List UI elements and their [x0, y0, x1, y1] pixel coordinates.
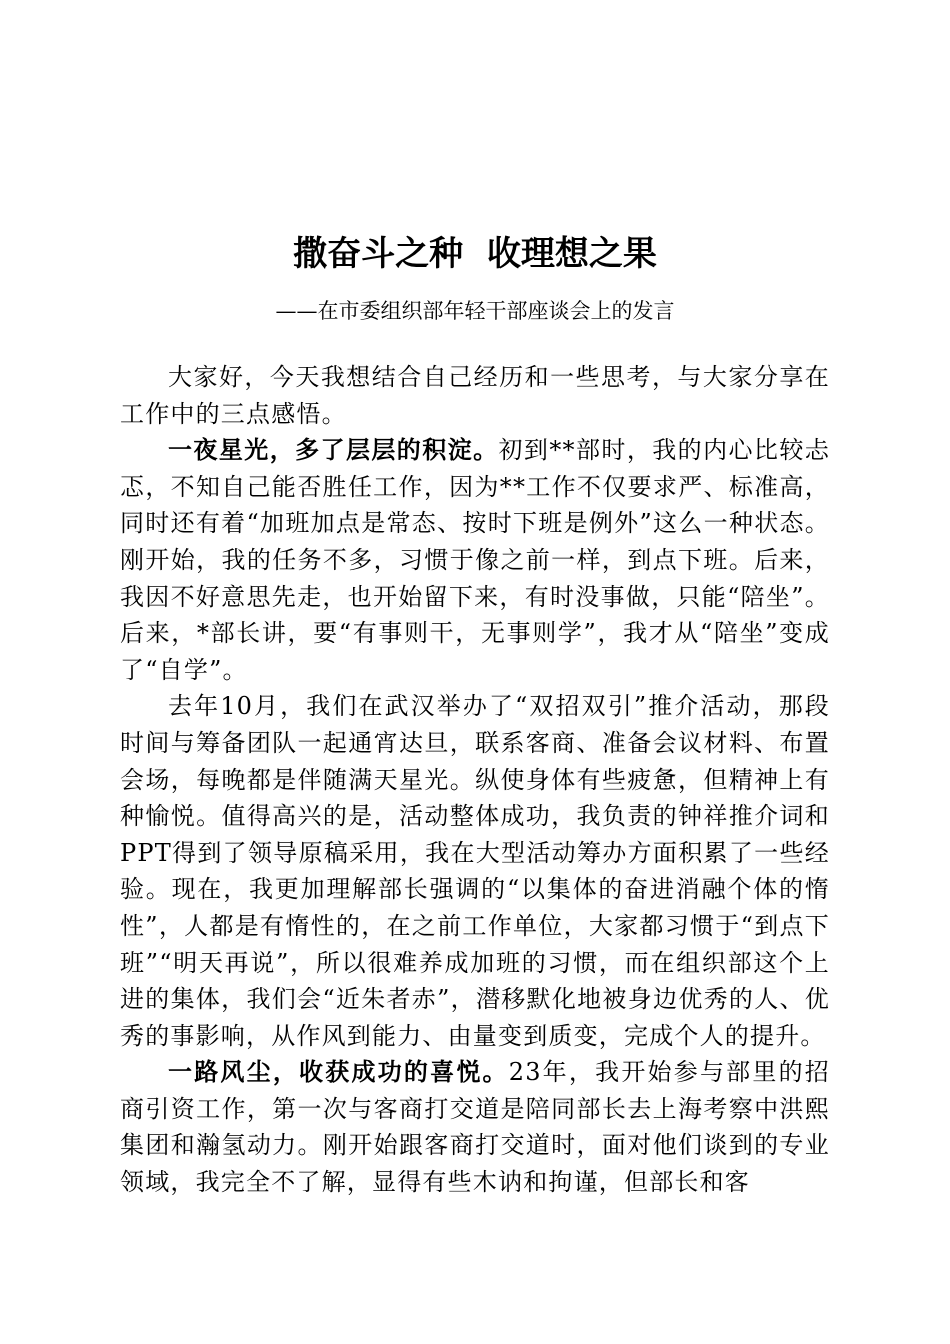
paragraph-text: 大家好，今天我想结合自己经历和一些思考，与大家分享在工作中的三点感悟。	[120, 363, 830, 428]
document-body	[120, 359, 830, 1201]
document-subtitle: ——在市委组织部年轻干部座谈会上的发言	[275, 299, 675, 323]
paragraph-text: 初到**部时，我的内心比较忐忑，不知自己能否胜任工作，因为**工作不仅要求严、标准高，同时还有着“加班加点是常态、按时下班是例外”这么一种状态。刚开始，我的任务不多，习惯于像之前一样，到点下班。后来，我因不好意思先走，也开始留下来，有时没事做，只能“陪坐”。后来，*部长讲，要“有事则干，无事则学”，我才从“陪坐”变成了“自学”。	[120, 436, 830, 684]
paragraph-text: 23年，我开始参与部里的招商引资工作，第一次与客商打交道是陪同部长去上海考察中洪熙集团和瀚氢动力。刚开始跟客商打交道时，面对他们谈到的专业领域，我完全不了解，显得有些木讷和拘谨，但部长和客	[120, 1058, 830, 1197]
paragraph-wuhan-event	[120, 688, 830, 1054]
paragraph-starlight	[120, 432, 830, 688]
paragraph-lead-heading: 一夜星光，多了层层的积淀。	[168, 435, 499, 465]
paragraph-greeting	[120, 359, 830, 432]
paragraph-lead-heading: 一路风尘，收获成功的喜悦。	[168, 1057, 509, 1087]
paragraph-journey	[120, 1054, 830, 1200]
paragraph-text: 去年10月，我们在武汉举办了“双招双引”推介活动，那段时间与筹备团队一起通宵达旦，联系客商、准备会议材料、布置会场，每晚都是伴随满天星光。纵使身体有些疲惫，但精神上有种愉悦。值得高兴的是，活动整体成功，我负责的钟祥推介词和PPT得到了领导原稿采用，我在大型活动筹办方面积累了一些经验。现在，我更加理解部长强调的“以集体的奋进消融个体的惰性”，人都是有惰性的，在之前工作单位，大家都习惯于“到点下班”“明天再说”，所以很难养成加班的习惯，而在组织部这个上进的集体，我们会“近朱者赤”，潜移默化地被身边优秀的人、优秀的事影响，从作风到能力、由量变到质变，完成个人的提升。	[120, 692, 830, 1050]
document-title: 撒奋斗之种 收理想之果	[293, 234, 657, 274]
